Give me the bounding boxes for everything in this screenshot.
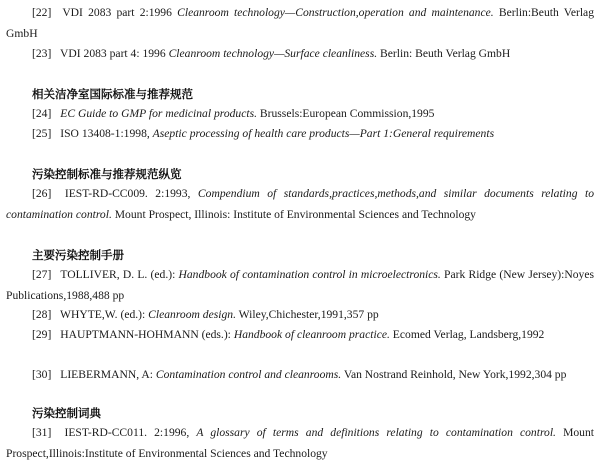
reference-publisher: Ecomed Verlag, Landsberg,1992 xyxy=(392,328,545,341)
reference-number: [22] xyxy=(32,6,52,19)
reference-title: Cleanroom design. xyxy=(148,308,236,321)
reference-lead: IEST-RD-CC011. 2:1996, xyxy=(64,426,190,439)
reference-title: Cleanroom technology—Construction,operation and maintenance. xyxy=(177,6,494,19)
reference-number: [29] xyxy=(32,328,52,341)
reference-publisher: Berlin: Beuth Verlag GmbH xyxy=(380,47,511,60)
reference-number: [28] xyxy=(32,308,52,321)
reference-lead: ISO 13408-1:1998, xyxy=(60,127,150,140)
reference-publisher: Mount Prospect,Illinois:Institute of Environmental Sciences and Technology xyxy=(6,426,594,460)
reference-publisher: Berlin:Beuth Verlag GmbH xyxy=(6,6,594,40)
reference-entry-31 xyxy=(6,423,594,464)
reference-number: [25] xyxy=(32,127,52,140)
reference-title: Contamination control and cleanrooms. xyxy=(155,368,342,381)
reference-title: EC Guide to GMP for medicinal products. xyxy=(60,107,257,120)
reference-entry-22 xyxy=(6,3,594,44)
reference-number: [24] xyxy=(32,107,52,120)
reference-title: Handbook of cleanroom practice. xyxy=(233,328,390,341)
reference-entry-28 xyxy=(6,305,594,326)
reference-lead: VDI 2083 part 2:1996 xyxy=(62,6,172,19)
reference-publisher: Mount Prospect, Illinois: Institute of Environmental Sciences and Technology xyxy=(114,207,476,221)
reference-number: [27] xyxy=(32,268,52,281)
reference-number: [26] xyxy=(32,187,52,200)
reference-entry-26 xyxy=(6,184,594,225)
reference-title: Handbook of contamination control in microelectronics. xyxy=(178,268,441,281)
reference-entry-23 xyxy=(6,44,594,65)
reference-title: Cleanroom technology—Surface cleanliness. xyxy=(168,47,378,60)
reference-title: Compendium of standards,practices,methods,and similar documents relating to contamination control. xyxy=(6,187,594,221)
reference-number: [31] xyxy=(32,426,52,439)
reference-title: A glossary of terms and definitions relating to contamination control. xyxy=(196,426,556,439)
reference-entry-27 xyxy=(6,265,594,306)
reference-publisher: Wiley,Chichester,1991,357 pp xyxy=(238,308,379,321)
reference-lead: LIEBERMANN, A: xyxy=(60,368,153,381)
reference-entry-29 xyxy=(6,325,594,346)
reference-lead: HAUPTMANN-HOHMANN (eds.): xyxy=(60,328,231,341)
section-heading: 相关洁净室国际标准与推荐规范 xyxy=(32,87,193,101)
reference-publisher: Van Nostrand Reinhold, New York,1992,304 pp xyxy=(343,368,567,381)
reference-lead: TOLLIVER, D. L. (ed.): xyxy=(60,268,176,281)
reference-entry-24 xyxy=(6,104,594,125)
section-heading: 污染控制标准与推荐规范纵览 xyxy=(32,167,182,181)
reference-lead: IEST-RD-CC009. 2:1993, xyxy=(64,187,191,200)
reference-entry-30 xyxy=(6,365,594,386)
reference-title: Aseptic processing of health care products—Part 1:General requirements xyxy=(152,127,495,140)
reference-lead: WHYTE,W. (ed.): xyxy=(60,308,146,321)
section-heading: 污染控制词典 xyxy=(32,406,101,420)
reference-lead: VDI 2083 part 4: 1996 xyxy=(60,47,166,60)
reference-number: [30] xyxy=(32,368,52,381)
reference-publisher: Brussels:European Commission,1995 xyxy=(259,107,435,120)
reference-publisher: Park Ridge (New Jersey):Noyes Publications,1988,488 pp xyxy=(6,268,594,302)
reference-entry-25 xyxy=(6,124,594,145)
section-heading: 主要污染控制手册 xyxy=(32,248,124,262)
reference-number: [23] xyxy=(32,47,52,60)
